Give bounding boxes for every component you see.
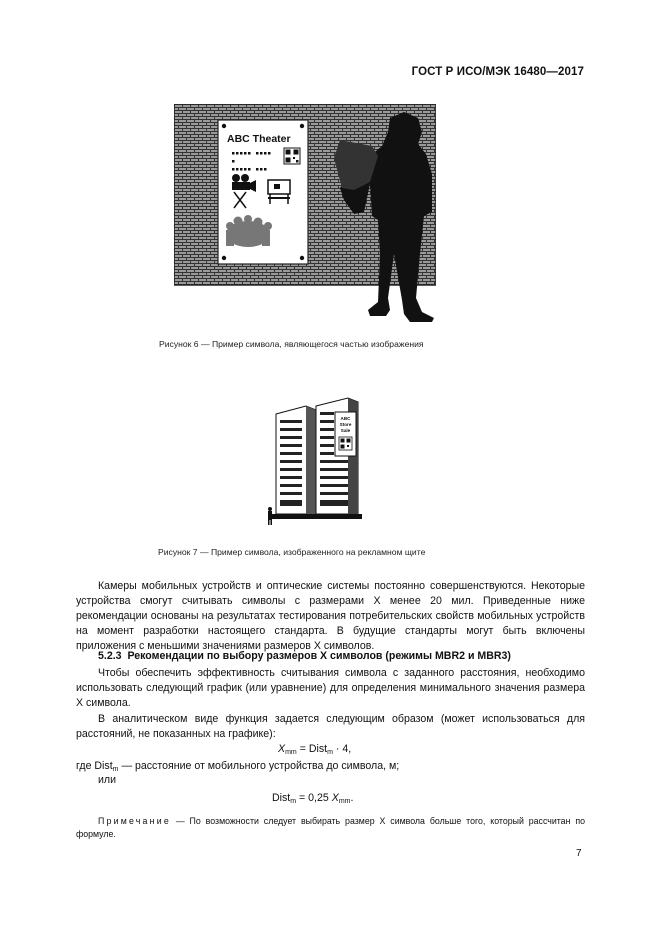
section-heading bbox=[98, 650, 511, 662]
formula-sub-mm: mm bbox=[285, 749, 297, 756]
formula2-eq: = 0,25 bbox=[296, 792, 332, 804]
qr-code-icon bbox=[284, 148, 300, 164]
formula-var-x: X bbox=[278, 743, 286, 755]
section-title: Рекомендации по выбору размеров X символов (режимы MBR2 и MBR3) bbox=[127, 650, 511, 662]
billboard-qr-icon bbox=[339, 437, 352, 450]
left-building bbox=[276, 406, 316, 514]
theater-poster bbox=[218, 120, 308, 264]
formula-where-line bbox=[76, 760, 399, 773]
right-building bbox=[316, 398, 358, 514]
section-number: 5.2.3 bbox=[98, 650, 122, 662]
paragraph-recommendation: Чтобы обеспечить эффективность считывания символа с заданного расстояния, необходимо использовать следующий график (или уравнение) для определения минимального значения размера X символа. bbox=[76, 667, 585, 710]
formula-x-mm bbox=[278, 743, 351, 756]
pedestrian-icon bbox=[268, 507, 272, 525]
paragraph-analytic-form: В аналитическом виде функция задается следующим образом (может использоваться для расстояний, не показанных на графике): bbox=[76, 713, 585, 741]
figure-7-caption: Рисунок 7 — Пример символа, изображенного на рекламном щите bbox=[158, 547, 426, 557]
formula2-var: X bbox=[331, 792, 339, 804]
or-word: или bbox=[98, 774, 117, 786]
where-text: — расстояние от мобильного устройства до символа, м; bbox=[118, 760, 400, 772]
note-text: — По возможности следует выбирать размер X символа больше того, который рассчитан по формуле. bbox=[76, 816, 585, 839]
document-header: ГОСТ Р ИСО/МЭК 16480—2017 bbox=[411, 66, 584, 78]
figure-6-image bbox=[174, 104, 436, 326]
formula2-lhs: Dist bbox=[272, 792, 291, 804]
note bbox=[76, 815, 585, 841]
formula-eq: = Dist bbox=[296, 743, 328, 755]
poster-title: ABC Theater bbox=[227, 133, 291, 145]
formula2-lhs-sub: m bbox=[290, 798, 297, 805]
formula2-var-sub: mm bbox=[338, 798, 351, 805]
paragraph-camera-development: Камеры мобильных устройств и оптические системы постоянно совершенствуются. Некоторые устройства смогут считывать символы с размерами X менее 20 мил. Приведенные ниже рекомендации основаны на результатах тестирования потребительских свойств мобильных устройств на момент разработки настоящего стандарта. В будущие стандарты могут быть включены приложения с меньшими значениями размеров X символов. bbox=[76, 580, 585, 653]
formula2-tail: . bbox=[350, 792, 354, 804]
billboard-line-2: Store bbox=[339, 422, 352, 427]
billboard-line-3: Sale bbox=[340, 428, 351, 433]
formula-sub-m: m bbox=[327, 749, 333, 756]
where-prefix: где Dist bbox=[76, 760, 113, 772]
formula-dist bbox=[272, 792, 353, 805]
page-number: 7 bbox=[576, 848, 582, 859]
figure-7-image bbox=[264, 396, 366, 528]
where-sub: m bbox=[112, 766, 119, 773]
note-label: Примечание bbox=[98, 816, 171, 826]
formula-tail: · 4, bbox=[332, 743, 352, 755]
billboard-line-1: ABC bbox=[340, 416, 351, 421]
figure-6-caption: Рисунок 6 — Пример символа, являющегося частью изображения bbox=[159, 339, 424, 349]
